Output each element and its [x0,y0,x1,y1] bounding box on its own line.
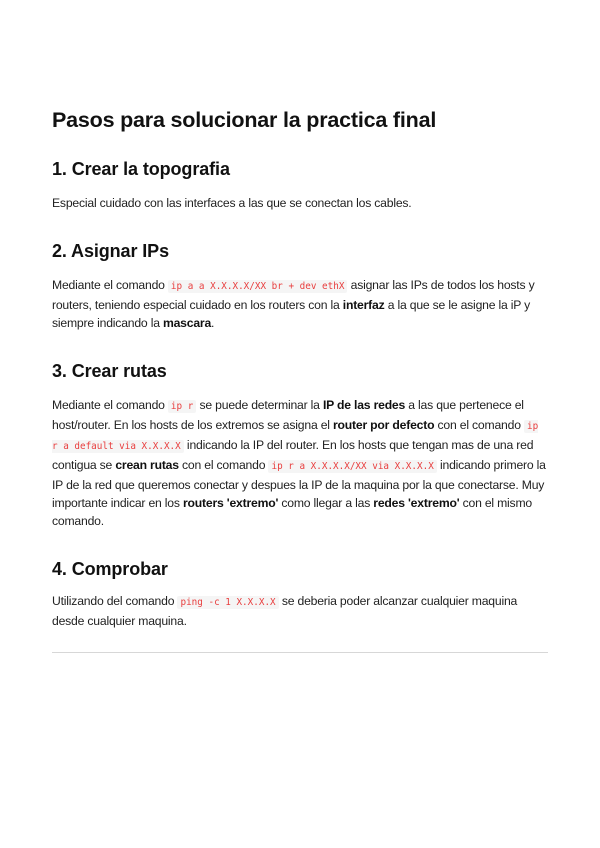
text-span: Mediante el comando [52,278,168,292]
text-span: con el mismo comando. [52,496,532,528]
text-span: a la que se le asigne la iP y siempre indicando la [52,298,531,330]
section-1-paragraph: Especial cuidado con las interfaces a las que se conectan los cables. [52,196,412,210]
text-span: con el comando [434,418,524,432]
section-4-paragraph [52,592,548,630]
text-span: como llegar a las [278,496,374,510]
section-1-heading: 1. Crear la topografia [52,159,230,179]
text-span: Mediante el comando [52,398,168,412]
inline-code: ip r a default via X.X.X.X [52,421,539,452]
bold-text: IP de las redes [322,398,406,412]
bold-text: redes 'extremo' [373,496,460,510]
inline-code: ip r a X.X.X.X/XX via X.X.X.X [268,460,436,473]
text-span: indicando la IP del router. En los hosts que tengan mas de una red contigua se [52,438,534,472]
bold-text: router por defecto [332,418,435,432]
text-span: se puede determinar la [196,398,323,412]
horizontal-rule [52,652,548,653]
page-title: Pasos para solucionar la practica final [52,108,437,132]
bold-text: crean rutas [115,458,179,472]
text-span: Utilizando del comando [52,594,178,608]
text-span: se deberia poder alcanzar cualquier maquina desde cualquier maquina. [52,594,518,628]
section-2-heading: 2. Asignar IPs [52,241,169,261]
text-span: con el comando [178,458,269,472]
bold-text: routers 'extremo' [182,496,279,510]
inline-code: ping -c 1 X.X.X.X [177,596,278,609]
inline-code: ip a a X.X.X.X/XX br + dev ethX [168,280,348,293]
section-3-heading: 3. Crear rutas [52,361,167,381]
text-span: . [211,316,215,330]
section-3-paragraph [52,396,548,530]
text-span: a las que pertenece el host/router. En los hosts de los extremos se asigna el [52,398,524,432]
document-content [52,102,548,653]
section-4-heading: 4. Comprobar [52,559,168,579]
bold-text: mascara [162,316,212,330]
section-2-paragraph [52,276,548,332]
text-span: asignar las IPs de todos los hosts y routers, teniendo especial cuidado en los routers con la [52,278,535,312]
text-span: indicando primero la IP de la red que queremos conectar y despues la IP de la maquina por la que conectarse. Muy importante indicar en los [52,458,546,510]
inline-code: ip r [168,400,196,413]
bold-text: interfaz [342,298,385,312]
